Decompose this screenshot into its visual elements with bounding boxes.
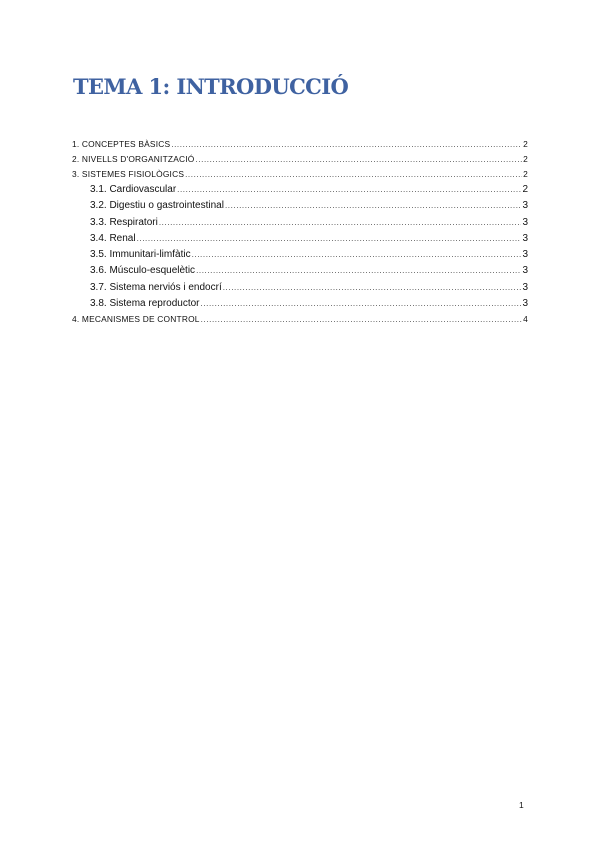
toc-entry-page: 3 xyxy=(522,249,528,261)
toc-entry-page: 2 xyxy=(523,169,528,179)
toc-entry-renal[interactable] xyxy=(72,231,528,247)
toc-entry-cardiovascular[interactable] xyxy=(72,182,528,198)
toc-dot-leader xyxy=(137,231,522,247)
toc-entry-label: 3.2. Digestiu o gastrointestinal xyxy=(90,200,224,212)
toc-dot-leader xyxy=(177,182,521,198)
toc-entry-label: 3.6. Músculo-esquelètic xyxy=(90,265,196,277)
toc-entry-label: 2. NIVELLS D'ORGANITZACIÓ xyxy=(72,154,195,164)
toc-entry-page: 3 xyxy=(522,216,528,228)
toc-entry-page: 4 xyxy=(523,314,528,325)
toc-entry-label: 3.1. Cardiovascular xyxy=(90,184,177,195)
page-number: 1 xyxy=(519,800,524,810)
toc-entry-musculo-esqueletic[interactable] xyxy=(72,263,528,279)
toc-entry-respiratori[interactable] xyxy=(72,215,528,231)
toc-entry-label: 3.4. Renal xyxy=(90,232,136,244)
toc-dot-leader xyxy=(201,296,522,312)
toc-dot-leader xyxy=(159,215,522,231)
toc-entry-nivells-organitzacio[interactable] xyxy=(72,152,528,167)
toc-dot-leader xyxy=(195,152,522,167)
toc-entry-page: 2 xyxy=(523,139,528,149)
toc-entry-page: 2 xyxy=(523,154,528,164)
toc-entry-label: 4. MECANISMES DE CONTROL xyxy=(72,314,200,325)
toc-entry-label: 1. CONCEPTES BÀSICS xyxy=(72,139,171,149)
toc-entry-nervios-endocri[interactable] xyxy=(72,280,528,296)
toc-entry-label: 3.3. Respiratori xyxy=(90,216,158,228)
toc-entry-conceptes-basics[interactable] xyxy=(72,137,528,152)
toc-entry-page: 3 xyxy=(522,298,528,310)
toc-entry-label: 3.7. Sistema nerviós i endocrí xyxy=(90,281,222,293)
toc-entry-page: 3 xyxy=(522,200,528,212)
toc-entry-mecanismes-control[interactable] xyxy=(72,312,528,327)
toc-dot-leader xyxy=(196,263,521,279)
toc-entry-label: 3.8. Sistema reproductor xyxy=(90,298,200,310)
toc-entry-digestiu[interactable] xyxy=(72,198,528,214)
toc-entry-immunitari[interactable] xyxy=(72,247,528,263)
toc-entry-sistemes-fisiologics[interactable] xyxy=(72,167,528,182)
table-of-contents xyxy=(72,137,528,327)
toc-entry-page: 3 xyxy=(522,265,528,277)
toc-entry-page: 2 xyxy=(522,184,528,195)
toc-entry-reproductor[interactable] xyxy=(72,296,528,312)
toc-entry-label: 3. SISTEMES FISIOLÒGICS xyxy=(72,169,185,179)
toc-entry-page: 3 xyxy=(522,281,528,293)
toc-dot-leader xyxy=(192,247,522,263)
toc-dot-leader xyxy=(201,312,522,327)
toc-entry-page: 3 xyxy=(522,232,528,244)
document-title: TEMA 1: INTRODUCCIÓ xyxy=(73,74,349,99)
toc-dot-leader xyxy=(223,280,522,296)
toc-dot-leader xyxy=(185,167,522,182)
toc-dot-leader xyxy=(171,137,522,152)
toc-dot-leader xyxy=(225,198,521,214)
toc-entry-label: 3.5. Immunitari-limfàtic xyxy=(90,249,191,261)
